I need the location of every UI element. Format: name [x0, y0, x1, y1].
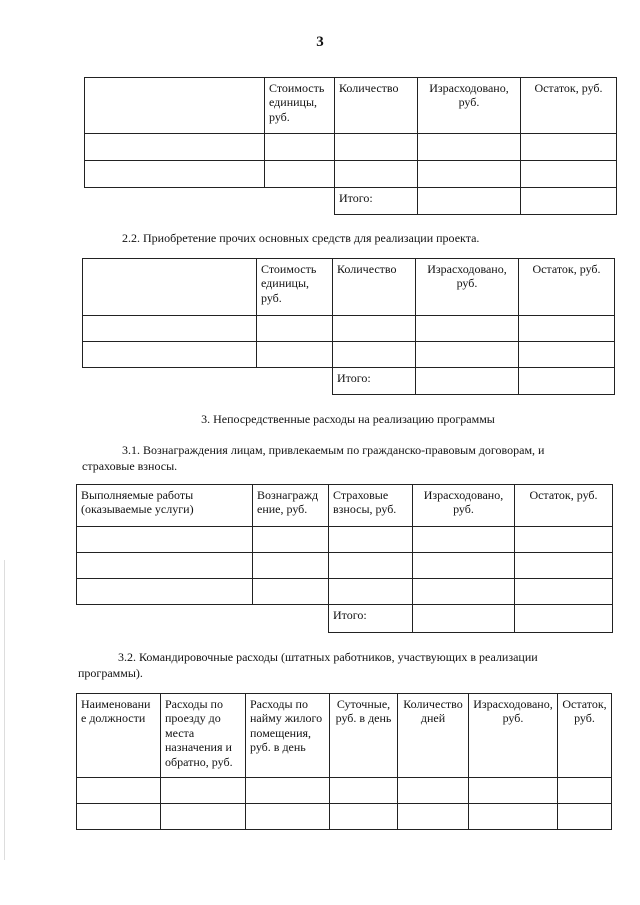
header-cell: Суточные, руб. в день	[330, 694, 398, 778]
section-3-2-text: 3.2. Командировочные расходы (штатных работников, участвующих в реализации программы).	[78, 650, 538, 680]
total-label: Итого:	[333, 368, 416, 395]
header-cell: Израсходовано, руб.	[418, 78, 521, 134]
table-1	[84, 77, 617, 215]
header-cell: Стоимость единицы, руб.	[257, 259, 333, 316]
table-4	[76, 693, 612, 830]
header-cell: Количество	[333, 259, 416, 316]
header-cell: Выполняемые работы (оказываемые услуги)	[77, 485, 253, 527]
header-cell: Остаток, руб.	[515, 485, 613, 527]
section-2-2-text: 2.2. Приобретение прочих основных средств для реализации проекта.	[122, 231, 480, 245]
table-header-row	[85, 78, 617, 134]
header-cell: Израсходовано, руб.	[469, 694, 558, 778]
total-row	[85, 188, 617, 215]
header-cell: Страховые взносы, руб.	[329, 485, 413, 527]
table-row	[77, 553, 613, 579]
scan-edge-line	[4, 560, 5, 860]
table-row	[77, 527, 613, 553]
header-cell: Израсходовано, руб.	[416, 259, 519, 316]
header-cell	[85, 78, 265, 134]
table-row	[83, 342, 615, 368]
header-cell: Остаток, руб.	[519, 259, 615, 316]
table-row	[83, 316, 615, 342]
table-header-row	[83, 259, 615, 316]
header-cell: Количество	[335, 78, 418, 134]
table-header-row	[77, 694, 612, 778]
page-number: 3	[316, 34, 324, 50]
header-cell: Количество дней	[398, 694, 469, 778]
table-2	[82, 258, 615, 395]
header-cell: Наименовани е должности	[77, 694, 161, 778]
section-3-1-text: 3.1. Вознаграждения лицам, привлекаемым по гражданско-правовым договорам, и страховые взносы.	[82, 443, 545, 473]
table-row	[85, 161, 617, 188]
table-row	[77, 804, 612, 830]
section-3-title: 3. Непосредственные расходы на реализацию программы	[201, 412, 495, 426]
header-cell	[83, 259, 257, 316]
total-row	[83, 368, 615, 395]
header-cell: Вознагражд ение, руб.	[253, 485, 329, 527]
table-row	[77, 579, 613, 605]
total-label: Итого:	[335, 188, 418, 215]
total-label: Итого:	[329, 605, 413, 633]
table-header-row	[77, 485, 613, 527]
header-cell: Остаток, руб.	[521, 78, 617, 134]
header-cell: Стоимость единицы, руб.	[265, 78, 335, 134]
header-cell: Расходы по проезду до места назначения и обратно, руб.	[161, 694, 246, 778]
table-3	[76, 484, 613, 633]
table-row	[77, 778, 612, 804]
total-row	[77, 605, 613, 633]
header-cell: Остаток, руб.	[558, 694, 612, 778]
header-cell: Расходы по найму жилого помещения, руб. в день	[246, 694, 330, 778]
header-cell: Израсходовано, руб.	[413, 485, 515, 527]
table-row	[85, 134, 617, 161]
